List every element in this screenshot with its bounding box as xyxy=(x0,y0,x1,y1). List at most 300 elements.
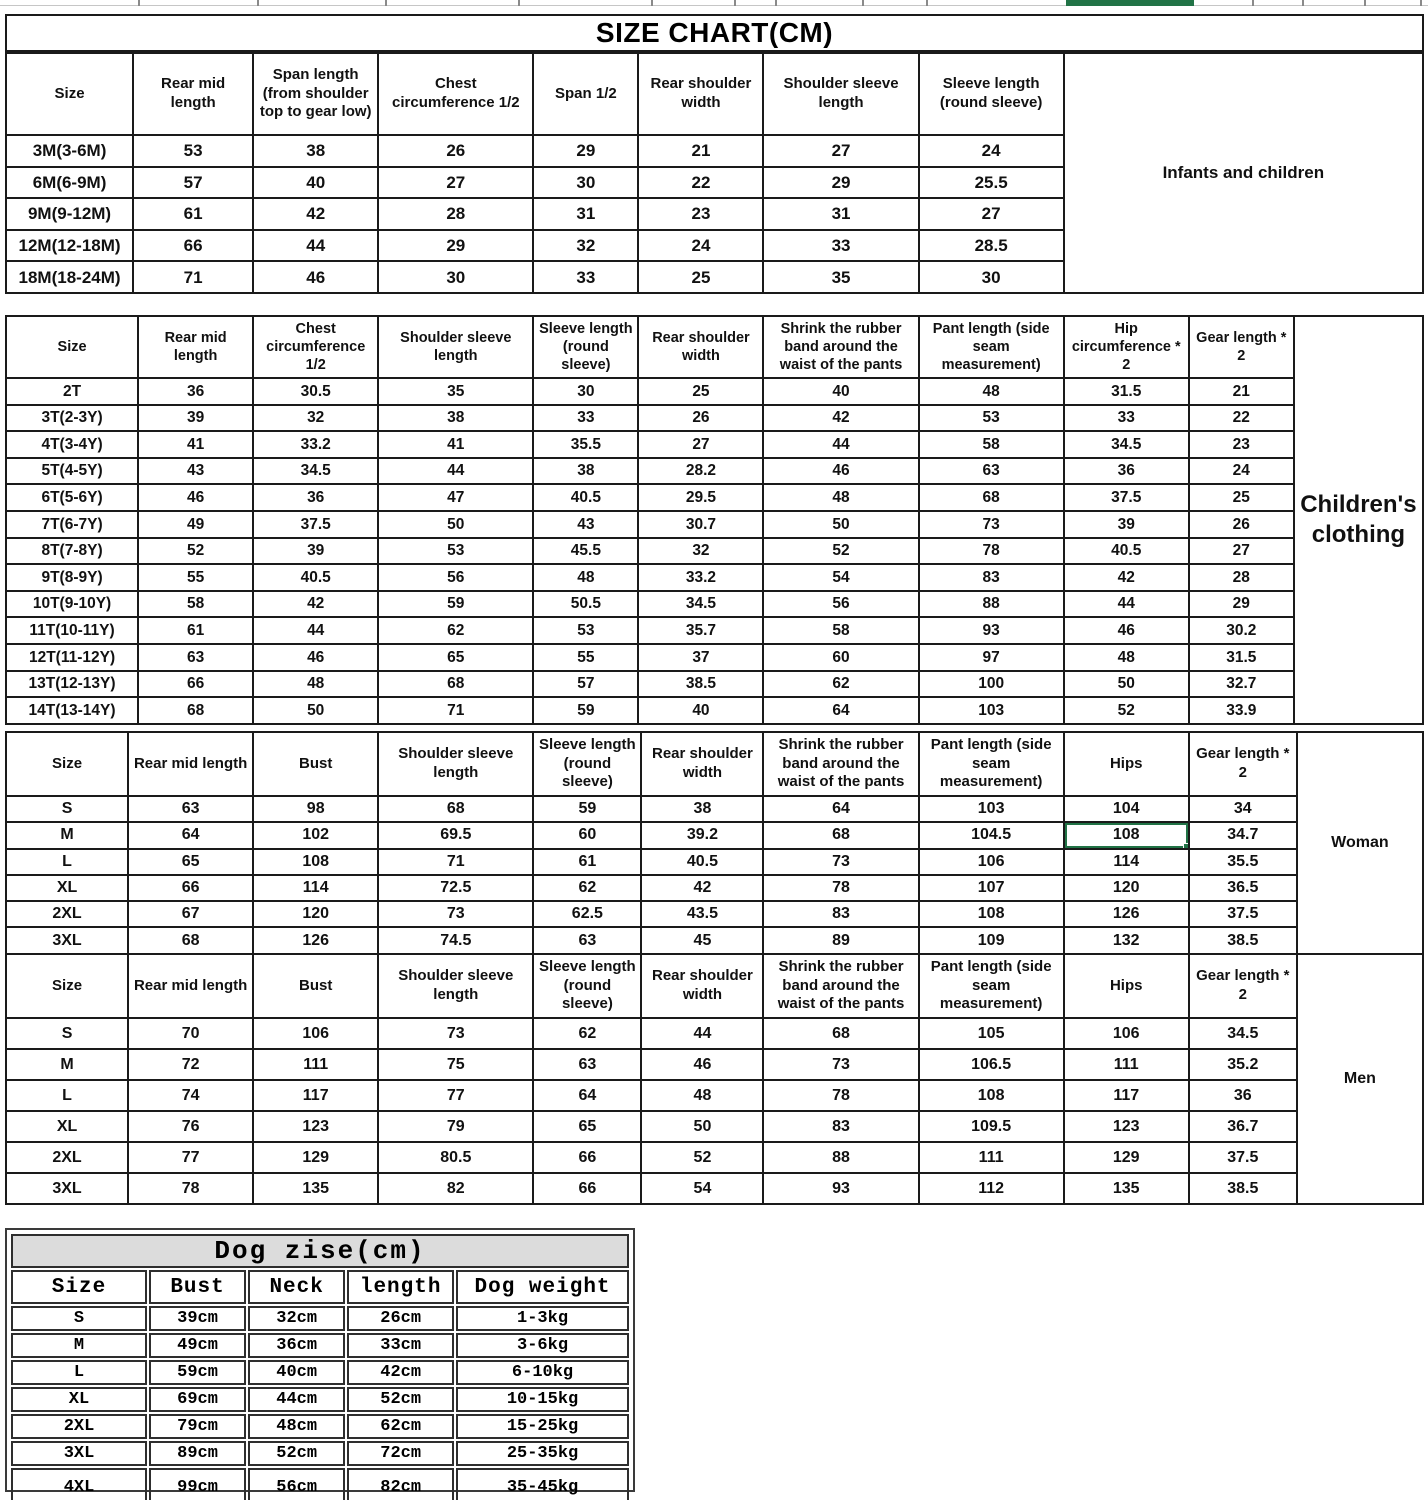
size-cell: 9T(8-9Y) xyxy=(6,564,138,591)
value-cell: 69.5 xyxy=(378,822,533,848)
value-cell: 39 xyxy=(1064,511,1189,538)
value-cell: 52 xyxy=(763,538,918,565)
size-cell: M xyxy=(6,1049,128,1080)
value-cell: 79 xyxy=(378,1111,533,1142)
value-cell: 126 xyxy=(253,927,378,953)
selected-cell: 108 xyxy=(1064,822,1189,848)
value-cell: 42 xyxy=(253,198,378,230)
value-cell: 58 xyxy=(919,431,1064,458)
value-cell: 108 xyxy=(253,849,378,875)
value-cell: 36 xyxy=(1064,458,1189,485)
infants-table xyxy=(5,52,1424,292)
size-cell: M xyxy=(11,1333,147,1358)
value-cell: 48cm xyxy=(248,1414,345,1439)
value-cell: 30.7 xyxy=(638,511,763,538)
size-cell: 3XL xyxy=(11,1441,147,1466)
value-cell: 55 xyxy=(533,644,638,671)
size-cell: L xyxy=(6,849,128,875)
value-cell: 36 xyxy=(1189,1080,1297,1111)
children-table xyxy=(5,315,1424,723)
value-cell: 108 xyxy=(919,901,1064,927)
value-cell: 34.7 xyxy=(1189,822,1297,848)
value-cell: 104.5 xyxy=(919,822,1064,848)
value-cell: 45.5 xyxy=(533,538,638,565)
size-cell: S xyxy=(6,1018,128,1049)
value-cell: 31.5 xyxy=(1189,644,1294,671)
value-cell: 61 xyxy=(138,617,253,644)
chart-title-bar xyxy=(5,14,1424,52)
value-cell: 24 xyxy=(638,230,763,262)
value-cell: 59 xyxy=(533,697,638,724)
value-cell: 36 xyxy=(138,378,253,405)
header-cell: length xyxy=(347,1270,454,1304)
value-cell: 53 xyxy=(533,617,638,644)
value-cell: 3-6kg xyxy=(456,1333,629,1358)
value-cell: 70 xyxy=(128,1018,253,1049)
value-cell: 46 xyxy=(641,1049,763,1080)
value-cell: 98 xyxy=(253,796,378,822)
value-cell: 73 xyxy=(763,1049,918,1080)
value-cell: 34.5 xyxy=(638,591,763,618)
value-cell: 62cm xyxy=(347,1414,454,1439)
value-cell: 27 xyxy=(1189,538,1294,565)
value-cell: 35 xyxy=(378,378,533,405)
value-cell: 68 xyxy=(378,671,533,698)
value-cell: 41 xyxy=(138,431,253,458)
size-cell: 13T(12-13Y) xyxy=(6,671,138,698)
dog-table xyxy=(5,1228,635,1497)
size-cell: 12M(12-18M) xyxy=(6,230,133,262)
value-cell: 27 xyxy=(763,135,918,167)
value-cell: 28.5 xyxy=(919,230,1064,262)
value-cell: 26 xyxy=(1189,511,1294,538)
value-cell: 43 xyxy=(138,458,253,485)
value-cell: 54 xyxy=(763,564,918,591)
value-cell: 33 xyxy=(533,405,638,432)
value-cell: 60 xyxy=(763,644,918,671)
header-cell: Shoulder sleeve length xyxy=(378,732,533,796)
value-cell: 33 xyxy=(1064,405,1189,432)
value-cell: 117 xyxy=(253,1080,378,1111)
value-cell: 29.5 xyxy=(638,484,763,511)
dog-table-title: Dog zise(cm) xyxy=(11,1234,629,1268)
size-cell: S xyxy=(11,1306,147,1331)
value-cell: 34.5 xyxy=(253,458,378,485)
value-cell: 73 xyxy=(378,1018,533,1049)
header-cell: Bust xyxy=(149,1270,246,1304)
value-cell: 40.5 xyxy=(1064,538,1189,565)
value-cell: 48 xyxy=(1064,644,1189,671)
value-cell: 43.5 xyxy=(641,901,763,927)
value-cell: 100 xyxy=(919,671,1064,698)
value-cell: 49cm xyxy=(149,1333,246,1358)
value-cell: 123 xyxy=(253,1111,378,1142)
header-cell: Gear length * 2 xyxy=(1189,954,1297,1018)
value-cell: 93 xyxy=(919,617,1064,644)
value-cell: 21 xyxy=(1189,378,1294,405)
value-cell: 72 xyxy=(128,1049,253,1080)
value-cell: 63 xyxy=(533,1049,641,1080)
header-cell: Sleeve length (round sleeve) xyxy=(533,732,641,796)
value-cell: 73 xyxy=(378,901,533,927)
header-cell: Size xyxy=(6,316,138,378)
value-cell: 83 xyxy=(763,901,918,927)
value-cell: 50 xyxy=(763,511,918,538)
value-cell: 45 xyxy=(641,927,763,953)
size-cell: 7T(6-7Y) xyxy=(6,511,138,538)
value-cell: 40.5 xyxy=(533,484,638,511)
header-cell: Shrink the rubber band around the waist of the pants xyxy=(763,316,918,378)
size-cell: 2T xyxy=(6,378,138,405)
value-cell: 27 xyxy=(919,198,1064,230)
value-cell: 43 xyxy=(533,511,638,538)
value-cell: 33 xyxy=(533,261,638,293)
value-cell: 40.5 xyxy=(253,564,378,591)
value-cell: 123 xyxy=(1064,1111,1189,1142)
value-cell: 44cm xyxy=(248,1387,345,1412)
value-cell: 44 xyxy=(253,617,378,644)
value-cell: 77 xyxy=(378,1080,533,1111)
value-cell: 78 xyxy=(919,538,1064,565)
value-cell: 36 xyxy=(253,484,378,511)
gridline-tick xyxy=(775,0,777,6)
page-title: SIZE CHART(CM) xyxy=(595,17,834,48)
value-cell: 48 xyxy=(253,671,378,698)
header-cell: Neck xyxy=(248,1270,345,1304)
value-cell: 33cm xyxy=(347,1333,454,1358)
value-cell: 71 xyxy=(133,261,253,293)
value-cell: 26cm xyxy=(347,1306,454,1331)
size-cell: S xyxy=(6,796,128,822)
value-cell: 106 xyxy=(1064,1018,1189,1049)
value-cell: 30 xyxy=(533,167,638,199)
header-cell: Rear shoulder width xyxy=(638,53,763,135)
size-cell: 2XL xyxy=(6,901,128,927)
value-cell: 68 xyxy=(763,822,918,848)
value-cell: 46 xyxy=(138,484,253,511)
value-cell: 21 xyxy=(638,135,763,167)
value-cell: 37.5 xyxy=(1189,901,1297,927)
value-cell: 68 xyxy=(128,927,253,953)
value-cell: 33.9 xyxy=(1189,697,1294,724)
header-cell: Shoulder sleeve length xyxy=(763,53,918,135)
size-cell: 5T(4-5Y) xyxy=(6,458,138,485)
gridline-tick xyxy=(1252,0,1254,6)
value-cell: 42 xyxy=(1064,564,1189,591)
value-cell: 35.5 xyxy=(1189,849,1297,875)
value-cell: 33 xyxy=(763,230,918,262)
value-cell: 83 xyxy=(763,1111,918,1142)
gridline-tick xyxy=(1364,0,1366,6)
value-cell: 82cm xyxy=(347,1468,454,1500)
value-cell: 102 xyxy=(253,822,378,848)
header-cell: Chest circumference 1/2 xyxy=(378,53,533,135)
group-label: Woman xyxy=(1297,732,1423,954)
group-label: Men xyxy=(1297,954,1423,1204)
value-cell: 25-35kg xyxy=(456,1441,629,1466)
value-cell: 34.5 xyxy=(1064,431,1189,458)
header-cell: Span length (from shoulder top to gear low) xyxy=(253,53,378,135)
size-cell: XL xyxy=(6,1111,128,1142)
header-cell: Pant length (side seam measurement) xyxy=(919,316,1064,378)
value-cell: 106 xyxy=(253,1018,378,1049)
value-cell: 126 xyxy=(1064,901,1189,927)
value-cell: 76 xyxy=(128,1111,253,1142)
value-cell: 38 xyxy=(533,458,638,485)
value-cell: 111 xyxy=(919,1142,1064,1173)
value-cell: 68 xyxy=(378,796,533,822)
value-cell: 63 xyxy=(138,644,253,671)
value-cell: 129 xyxy=(1064,1142,1189,1173)
value-cell: 52 xyxy=(1064,697,1189,724)
value-cell: 71 xyxy=(378,849,533,875)
header-cell: Hips xyxy=(1064,954,1189,1018)
size-cell: 3T(2-3Y) xyxy=(6,405,138,432)
size-cell: XL xyxy=(11,1387,147,1412)
header-cell: Sleeve length (round sleeve) xyxy=(533,954,641,1018)
value-cell: 46 xyxy=(1064,617,1189,644)
value-cell: 62 xyxy=(378,617,533,644)
value-cell: 109.5 xyxy=(919,1111,1064,1142)
value-cell: 59 xyxy=(378,591,533,618)
value-cell: 31 xyxy=(533,198,638,230)
size-cell: 4T(3-4Y) xyxy=(6,431,138,458)
value-cell: 23 xyxy=(638,198,763,230)
value-cell: 56 xyxy=(763,591,918,618)
value-cell: 35.2 xyxy=(1189,1049,1297,1080)
value-cell: 32.7 xyxy=(1189,671,1294,698)
value-cell: 29 xyxy=(1189,591,1294,618)
value-cell: 74 xyxy=(128,1080,253,1111)
value-cell: 65 xyxy=(533,1111,641,1142)
value-cell: 63 xyxy=(128,796,253,822)
header-cell: Size xyxy=(6,53,133,135)
header-cell: Span 1/2 xyxy=(533,53,638,135)
value-cell: 46 xyxy=(253,644,378,671)
header-cell: Pant length (side seam measurement) xyxy=(919,954,1064,1018)
value-cell: 48 xyxy=(641,1080,763,1111)
size-cell: 14T(13-14Y) xyxy=(6,697,138,724)
value-cell: 40 xyxy=(763,378,918,405)
size-cell: 18M(18-24M) xyxy=(6,261,133,293)
value-cell: 66 xyxy=(128,875,253,901)
value-cell: 37.5 xyxy=(253,511,378,538)
header-cell: Shrink the rubber band around the waist of the pants xyxy=(763,732,918,796)
value-cell: 89 xyxy=(763,927,918,953)
header-cell: Shoulder sleeve length xyxy=(378,316,533,378)
gridline-tick xyxy=(1302,0,1304,6)
value-cell: 30 xyxy=(533,378,638,405)
gridline-tick xyxy=(518,0,520,6)
value-cell: 47 xyxy=(378,484,533,511)
value-cell: 24 xyxy=(919,135,1064,167)
size-cell: 4XL xyxy=(11,1468,147,1500)
value-cell: 41 xyxy=(378,431,533,458)
value-cell: 103 xyxy=(919,796,1064,822)
value-cell: 28 xyxy=(1189,564,1294,591)
value-cell: 10-15kg xyxy=(456,1387,629,1412)
value-cell: 40 xyxy=(253,167,378,199)
value-cell: 59cm xyxy=(149,1360,246,1385)
header-cell: Dog weight xyxy=(456,1270,629,1304)
value-cell: 64 xyxy=(128,822,253,848)
gridline-tick xyxy=(385,0,387,6)
header-cell: Shrink the rubber band around the waist of the pants xyxy=(763,954,918,1018)
value-cell: 105 xyxy=(919,1018,1064,1049)
gridline-tick xyxy=(651,0,653,6)
value-cell: 30 xyxy=(919,261,1064,293)
value-cell: 36cm xyxy=(248,1333,345,1358)
value-cell: 129 xyxy=(253,1142,378,1173)
header-cell: Rear shoulder width xyxy=(641,954,763,1018)
value-cell: 73 xyxy=(919,511,1064,538)
value-cell: 58 xyxy=(138,591,253,618)
value-cell: 68 xyxy=(919,484,1064,511)
value-cell: 22 xyxy=(638,167,763,199)
value-cell: 68 xyxy=(138,697,253,724)
header-cell: Hips xyxy=(1064,732,1189,796)
size-cell: M xyxy=(6,822,128,848)
size-cell: 3XL xyxy=(6,927,128,953)
value-cell: 39.2 xyxy=(641,822,763,848)
value-cell: 132 xyxy=(1064,927,1189,953)
value-cell: 53 xyxy=(919,405,1064,432)
value-cell: 62 xyxy=(763,671,918,698)
value-cell: 26 xyxy=(638,405,763,432)
header-cell: Size xyxy=(11,1270,147,1304)
value-cell: 112 xyxy=(919,1173,1064,1204)
value-cell: 50.5 xyxy=(533,591,638,618)
value-cell: 83 xyxy=(919,564,1064,591)
header-cell: Size xyxy=(6,954,128,1018)
group-label: Infants and children xyxy=(1064,53,1423,293)
value-cell: 72cm xyxy=(347,1441,454,1466)
value-cell: 15-25kg xyxy=(456,1414,629,1439)
size-cell: 9M(9-12M) xyxy=(6,198,133,230)
value-cell: 68 xyxy=(763,1018,918,1049)
value-cell: 38 xyxy=(641,796,763,822)
header-cell: Rear shoulder width xyxy=(638,316,763,378)
spreadsheet-gridline-strip xyxy=(0,0,1428,14)
value-cell: 25.5 xyxy=(919,167,1064,199)
gridline-tick xyxy=(926,0,928,6)
value-cell: 107 xyxy=(919,875,1064,901)
value-cell: 62.5 xyxy=(533,901,641,927)
size-cell: 3M(3-6M) xyxy=(6,135,133,167)
value-cell: 52cm xyxy=(248,1441,345,1466)
value-cell: 44 xyxy=(763,431,918,458)
value-cell: 88 xyxy=(919,591,1064,618)
value-cell: 135 xyxy=(1064,1173,1189,1204)
value-cell: 104 xyxy=(1064,796,1189,822)
value-cell: 50 xyxy=(253,697,378,724)
value-cell: 64 xyxy=(763,796,918,822)
value-cell: 42cm xyxy=(347,1360,454,1385)
value-cell: 52 xyxy=(138,538,253,565)
value-cell: 50 xyxy=(1064,671,1189,698)
value-cell: 23 xyxy=(1189,431,1294,458)
value-cell: 44 xyxy=(378,458,533,485)
value-cell: 114 xyxy=(253,875,378,901)
gridline-tick xyxy=(1420,0,1422,6)
value-cell: 78 xyxy=(763,875,918,901)
value-cell: 30.2 xyxy=(1189,617,1294,644)
size-cell: XL xyxy=(6,875,128,901)
gridline-tick xyxy=(257,0,259,6)
header-cell: Gear length * 2 xyxy=(1189,316,1294,378)
header-cell: Rear shoulder width xyxy=(641,732,763,796)
value-cell: 39cm xyxy=(149,1306,246,1331)
value-cell: 66 xyxy=(533,1142,641,1173)
value-cell: 99cm xyxy=(149,1468,246,1500)
value-cell: 37.5 xyxy=(1189,1142,1297,1173)
value-cell: 35.7 xyxy=(638,617,763,644)
size-cell: 6M(6-9M) xyxy=(6,167,133,199)
value-cell: 25 xyxy=(638,261,763,293)
value-cell: 114 xyxy=(1064,849,1189,875)
value-cell: 32cm xyxy=(248,1306,345,1331)
value-cell: 44 xyxy=(641,1018,763,1049)
value-cell: 39 xyxy=(138,405,253,432)
value-cell: 32 xyxy=(533,230,638,262)
value-cell: 38.5 xyxy=(1189,927,1297,953)
value-cell: 6-10kg xyxy=(456,1360,629,1385)
size-cell: 10T(9-10Y) xyxy=(6,591,138,618)
value-cell: 64 xyxy=(763,697,918,724)
value-cell: 66 xyxy=(133,230,253,262)
value-cell: 62 xyxy=(533,1018,641,1049)
value-cell: 89cm xyxy=(149,1441,246,1466)
header-cell: Rear mid length xyxy=(133,53,253,135)
gridline-horizontal xyxy=(0,5,1428,6)
value-cell: 48 xyxy=(919,378,1064,405)
value-cell: 35 xyxy=(763,261,918,293)
value-cell: 46 xyxy=(253,261,378,293)
value-cell: 56 xyxy=(378,564,533,591)
value-cell: 30 xyxy=(378,261,533,293)
value-cell: 50 xyxy=(378,511,533,538)
value-cell: 77 xyxy=(128,1142,253,1173)
woman-table xyxy=(5,731,1424,953)
value-cell: 64 xyxy=(533,1080,641,1111)
value-cell: 32 xyxy=(253,405,378,432)
value-cell: 25 xyxy=(638,378,763,405)
value-cell: 78 xyxy=(763,1080,918,1111)
value-cell: 111 xyxy=(253,1049,378,1080)
gridline-tick xyxy=(734,0,736,6)
header-cell: Rear mid length xyxy=(128,954,253,1018)
value-cell: 31 xyxy=(763,198,918,230)
value-cell: 24 xyxy=(1189,458,1294,485)
size-cell: L xyxy=(6,1080,128,1111)
value-cell: 59 xyxy=(533,796,641,822)
header-cell: Sleeve length (round sleeve) xyxy=(919,53,1064,135)
value-cell: 60 xyxy=(533,822,641,848)
value-cell: 52cm xyxy=(347,1387,454,1412)
value-cell: 66 xyxy=(533,1173,641,1204)
value-cell: 120 xyxy=(1064,875,1189,901)
value-cell: 52 xyxy=(641,1142,763,1173)
value-cell: 72.5 xyxy=(378,875,533,901)
value-cell: 57 xyxy=(133,167,253,199)
value-cell: 48 xyxy=(533,564,638,591)
value-cell: 80.5 xyxy=(378,1142,533,1173)
men-table xyxy=(5,953,1424,1203)
value-cell: 73 xyxy=(763,849,918,875)
value-cell: 38.5 xyxy=(1189,1173,1297,1204)
value-cell: 37 xyxy=(638,644,763,671)
value-cell: 35-45kg xyxy=(456,1468,629,1500)
